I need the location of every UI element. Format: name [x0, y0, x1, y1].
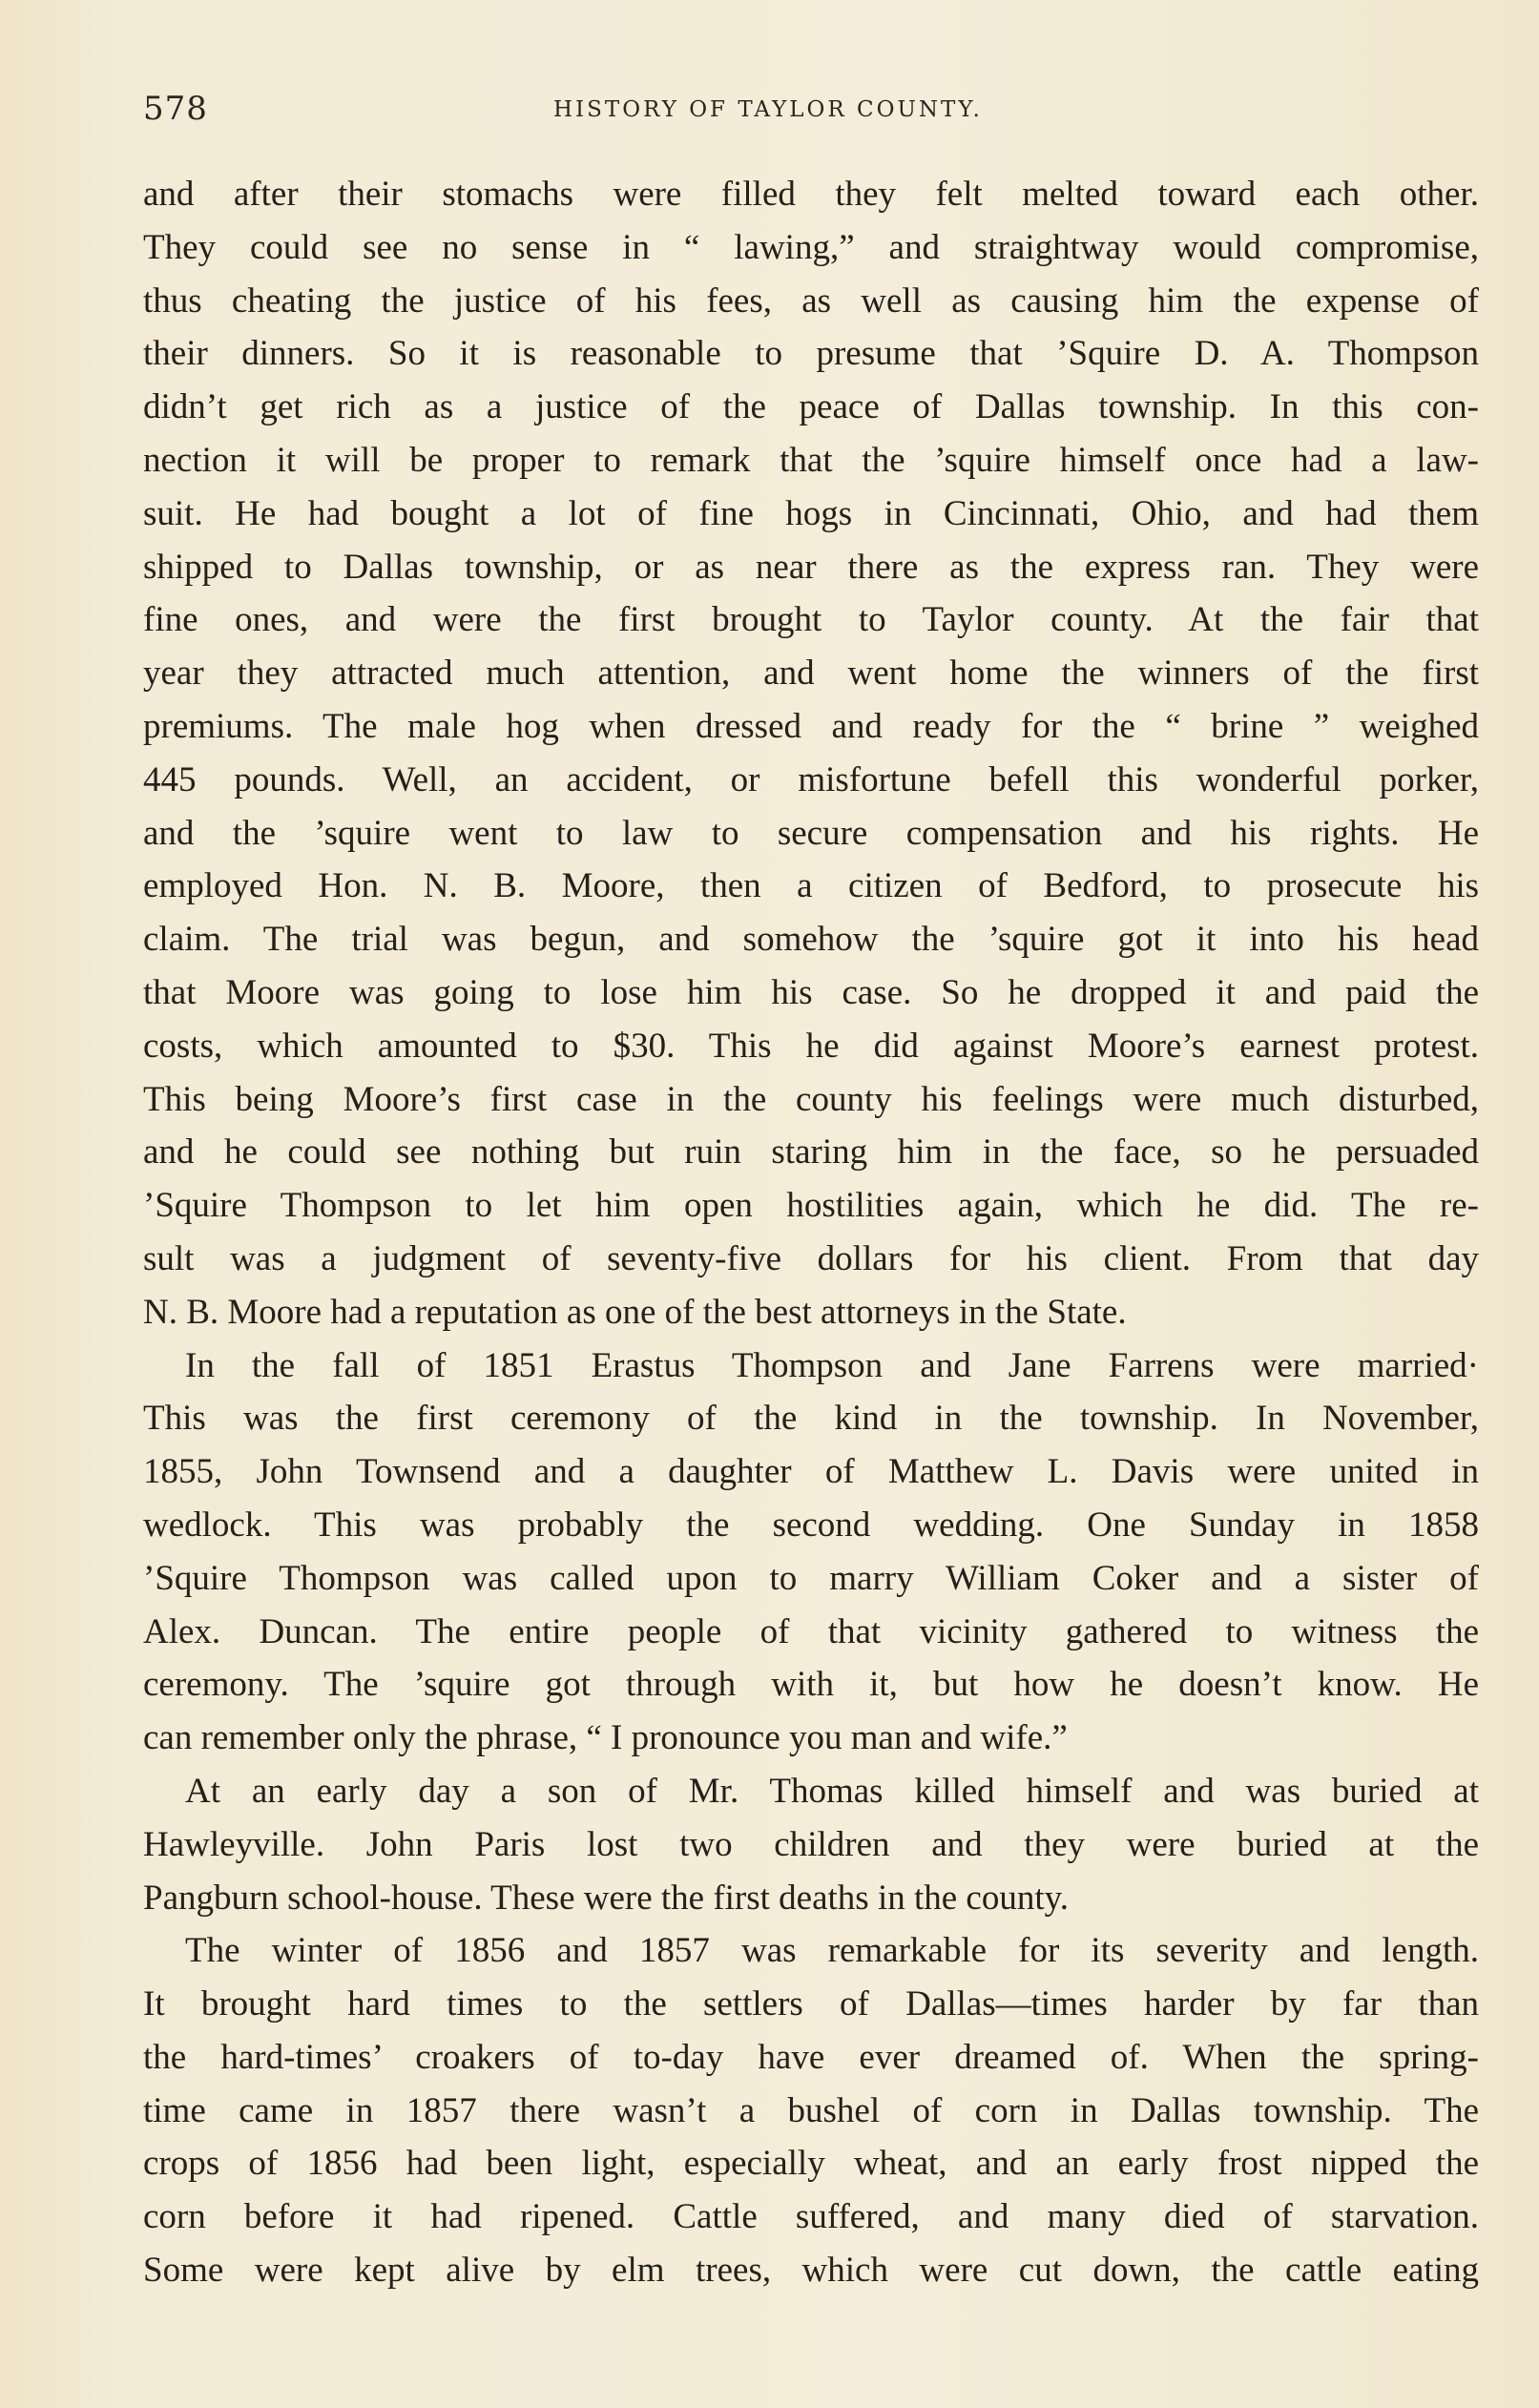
text-line: It brought hard times to the settlers of Dallas—times harder by far than	[143, 1984, 1479, 2024]
text-line: This was the first ceremony of the kind in the township. In November,	[143, 1399, 1479, 1439]
text-line: They could see no sense in “ lawing,” and straightway would compromise,	[143, 227, 1479, 267]
text-line: and the ’squire went to law to secure compensation and his rights. He	[143, 813, 1479, 853]
text-line: wedlock. This was probably the second wedding. One Sunday in 1858	[143, 1505, 1479, 1545]
text-line: In the fall of 1851 Erastus Thompson and Jane Farrens were married·	[185, 1345, 1479, 1385]
text-line: Hawleyville. John Paris lost two children and they were buried at the	[143, 1824, 1479, 1864]
text-line: corn before it had ripened. Cattle suffered, and many died of starvation.	[143, 2197, 1479, 2237]
text-line: nection it will be proper to remark that the ’squire himself once had a law-	[143, 440, 1479, 480]
text-line: claim. The trial was begun, and somehow the ’squire got it into his head	[143, 920, 1479, 960]
text-line: ’Squire Thompson was called upon to marry William Coker and a sister of	[143, 1558, 1479, 1598]
text-line: thus cheating the justice of his fees, as well as causing him the expense of	[143, 280, 1479, 321]
text-line: The winter of 1856 and 1857 was remarkable for its severity and length.	[185, 1931, 1479, 1971]
text-line: that Moore was going to lose him his case. So he dropped it and paid the	[143, 972, 1479, 1012]
text-line: This being Moore’s first case in the county his feelings were much disturbed,	[143, 1079, 1479, 1119]
text-line: Alex. Duncan. The entire people of that vicinity gathered to witness the	[143, 1611, 1479, 1651]
text-line: premiums. The male hog when dressed and ready for the “ brine ” weighed	[143, 706, 1479, 746]
text-line: 445 pounds. Well, an accident, or misfortune befell this wonderful porker,	[143, 759, 1479, 799]
text-line: can remember only the phrase, “ I pronounce you man and wife.”	[143, 1718, 1068, 1758]
text-line: shipped to Dallas township, or as near there as the express ran. They were	[143, 547, 1479, 587]
text-line: ceremony. The ’squire got through with it, but how he doesn’t know. He	[143, 1665, 1479, 1705]
page-number: 578	[143, 90, 208, 128]
text-line: sult was a judgment of seventy-five dollars for his client. From that day	[143, 1238, 1479, 1278]
text-line: ’Squire Thompson to let him open hostilities again, which he did. The re-	[143, 1186, 1479, 1226]
text-line: costs, which amounted to $30. This he did against Moore’s earnest protest.	[143, 1026, 1479, 1066]
text-line: suit. He had bought a lot of fine hogs in Cincinnati, Ohio, and had them	[143, 493, 1479, 533]
text-line: crops of 1856 had been light, especially wheat, and an early frost nipped the	[143, 2144, 1479, 2184]
text-line: didn’t get rich as a justice of the peace of Dallas township. In this con-	[143, 387, 1479, 427]
text-line: At an early day a son of Mr. Thomas killed himself and was buried at	[185, 1771, 1479, 1811]
text-line: Some were kept alive by elm trees, which were cut down, the cattle eating	[143, 2251, 1479, 2291]
text-line: fine ones, and were the first brought to Taylor county. At the fair that	[143, 600, 1479, 640]
text-line: and he could see nothing but ruin staring him in the face, so he persuaded	[143, 1132, 1479, 1173]
text-line: the hard-times’ croakers of to-day have ever dreamed of. When the spring-	[143, 2037, 1479, 2077]
text-line: time came in 1857 there wasn’t a bushel of corn in Dallas township. The	[143, 2090, 1479, 2130]
text-line: their dinners. So it is reasonable to presume that ’Squire D. A. Thompson	[143, 334, 1479, 374]
text-line: 1855, John Townsend and a daughter of Matthew L. Davis were united in	[143, 1452, 1479, 1492]
text-line: employed Hon. N. B. Moore, then a citizen of Bedford, to prosecute his	[143, 866, 1479, 906]
body-text	[143, 168, 1479, 2297]
running-title: HISTORY OF TAYLOR COUNTY.	[553, 97, 983, 122]
text-line: year they attracted much attention, and went home the winners of the first	[143, 654, 1479, 694]
page-header	[143, 90, 1479, 147]
text-line: and after their stomachs were filled they felt melted toward each other.	[143, 175, 1479, 214]
text-line: N. B. Moore had a reputation as one of the best attorneys in the State.	[143, 1292, 1127, 1332]
text-line: Pangburn school-house. These were the first deaths in the county.	[143, 1878, 1069, 1918]
